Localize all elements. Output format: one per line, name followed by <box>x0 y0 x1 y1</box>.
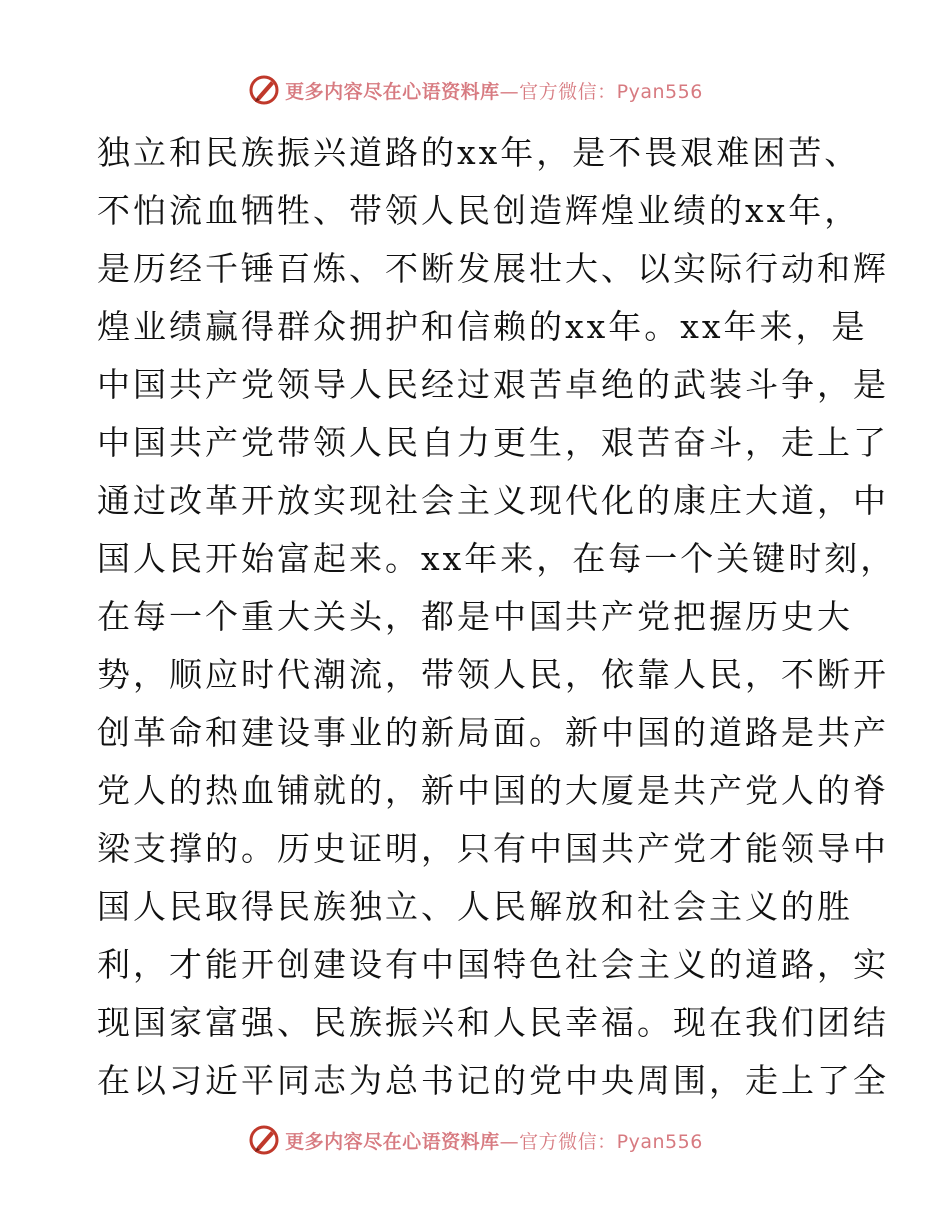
footer-brand: 更多内容尽在心语资料库 <box>285 1130 500 1153</box>
body-line: 中国共产党领导人民经过艰苦卓绝的武装斗争，是 <box>97 365 889 404</box>
document-body <box>97 124 897 1110</box>
body-line: 现国家富强、民族振兴和人民幸福。现在我们团结 <box>97 1003 889 1042</box>
body-line: 独立和民族振兴道路的xx年，是不畏艰难困苦、 <box>97 133 861 172</box>
body-line: 煌业绩赢得群众拥护和信赖的xx年。xx年来，是 <box>97 307 868 346</box>
header-wechat: 官方微信：Pyan556 <box>519 80 703 103</box>
footer-banner <box>0 1122 950 1158</box>
body-line: 国人民取得民族独立、人民解放和社会主义的胜 <box>97 887 853 926</box>
footer-separator: — <box>499 1130 520 1153</box>
header-brand: 更多内容尽在心语资料库 <box>285 80 500 103</box>
body-line: 党人的热血铺就的，新中国的大厦是共产党人的脊 <box>97 771 889 810</box>
body-line: 利，才能开创建设有中国特色社会主义的道路，实 <box>97 945 889 984</box>
header-banner <box>0 72 950 108</box>
footer-wechat: 官方微信：Pyan556 <box>519 1130 703 1153</box>
body-line: 在以习近平同志为总书记的党中央周围，走上了全 <box>97 1061 889 1100</box>
body-line: 在每一个重大关头，都是中国共产党把握历史大 <box>97 597 853 636</box>
body-line: 国人民开始富起来。xx年来，在每一个关键时刻， <box>97 539 897 578</box>
pen-circle-logo-icon <box>247 73 281 107</box>
pen-circle-logo-icon <box>247 1123 281 1157</box>
body-line: 创革命和建设事业的新局面。新中国的道路是共产 <box>97 713 889 752</box>
body-line: 通过改革开放实现社会主义现代化的康庄大道，中 <box>97 481 889 520</box>
body-line: 势，顺应时代潮流，带领人民，依靠人民，不断开 <box>97 655 889 694</box>
body-line: 梁支撑的。历史证明，只有中国共产党才能领导中 <box>97 829 889 868</box>
body-line: 中国共产党带领人民自力更生，艰苦奋斗，走上了 <box>97 423 889 462</box>
header-separator: — <box>499 80 520 103</box>
body-line: 不怕流血牺牲、带领人民创造辉煌业绩的xx年， <box>97 191 861 230</box>
body-line: 是历经千锤百炼、不断发展壮大、以实际行动和辉 <box>97 249 889 288</box>
